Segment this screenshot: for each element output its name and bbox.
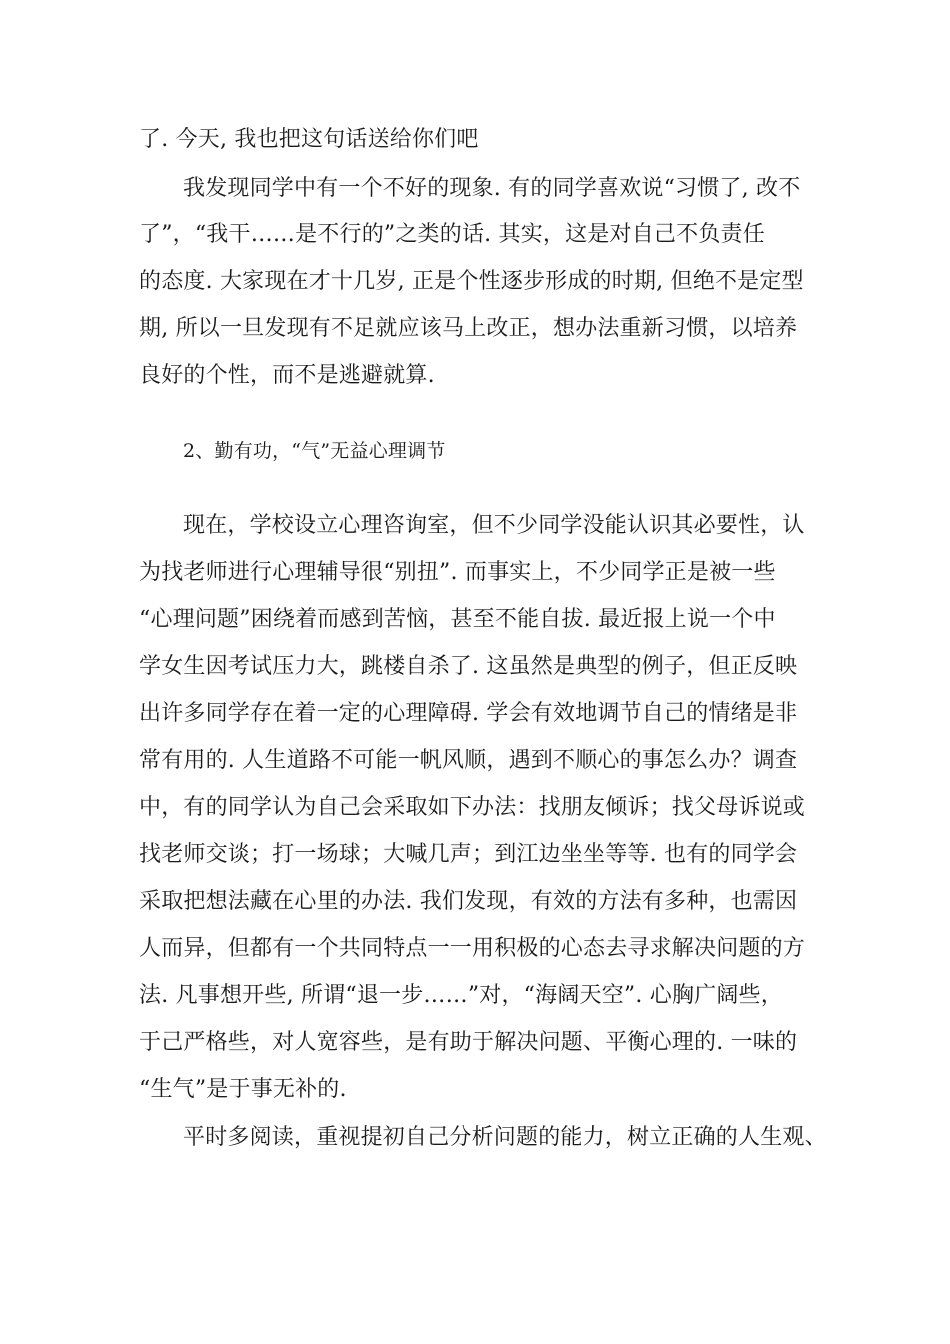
paragraph-start: 我发现同学中有一个不好的现象. 有的同学喜欢说“习惯了, 改不: [183, 176, 801, 201]
text-line: 于己严格些，对人宽容些，是有助于解决问题、平衡心理的. 一味的: [139, 1030, 798, 1055]
text-line: “心理问题”困绕着而感到苦恼，甚至不能自拔. 最近报上说一个中: [139, 607, 776, 632]
text-line: 的态度. 大家现在才十几岁, 正是个性逐步形成的时期, 但绝不是定型: [139, 269, 804, 294]
text-line: 采取把想法藏在心里的办法. 我们发现，有效的方法有多种，也需因: [139, 889, 798, 914]
text-line: 找老师交谈；打一场球；大喊几声；到江边坐坐等等. 也有的同学会: [139, 842, 798, 867]
text-line: 出许多同学存在着一定的心理障碍. 学会有效地调节自己的情绪是非: [139, 701, 798, 726]
text-line: 常有用的. 人生道路不可能一帆风顺，遇到不顺心的事怎么办？调查: [139, 748, 798, 773]
text-line: 法. 凡事想开些, 所谓“退一步……”对，“海阔天空”. 心胸广阔些，: [139, 983, 783, 1008]
text-line: “生气”是于事无补的.: [139, 1077, 347, 1102]
section-heading: 2、勤有功，“气”无益心理调节: [183, 440, 446, 462]
paragraph-start: 现在，学校设立心理咨询室，但不少同学没能认识其必要性，认: [183, 513, 805, 538]
text-line: 了. 今天, 我也把这句话送给你们吧: [139, 127, 479, 152]
text-line: 学女生因考试压力大，跳楼自杀了. 这虽然是典型的例子，但正反映: [139, 654, 798, 679]
paragraph-start: 平时多阅读，重视提初自己分析问题的能力，树立正确的人生观、: [183, 1125, 827, 1150]
text-line: 了”，“我干……是不行的”之类的话. 其实，这是对自己不负责任: [139, 222, 765, 247]
text-line: 良好的个性，而不是逃避就算.: [139, 363, 435, 388]
text-line: 人而异，但都有一个共同特点一一用积极的心态去寻求解决问题的方: [139, 936, 806, 961]
text-line: 中，有的同学认为自己会采取如下办法：找朋友倾诉；找父母诉说或: [139, 795, 806, 820]
text-line: 为找老师进行心理辅导很“别扭”. 而事实上，不少同学正是被一些: [139, 560, 776, 585]
text-line: 期, 所以一旦发现有不足就应该马上改正，想办法重新习惯，以培养: [139, 316, 798, 341]
